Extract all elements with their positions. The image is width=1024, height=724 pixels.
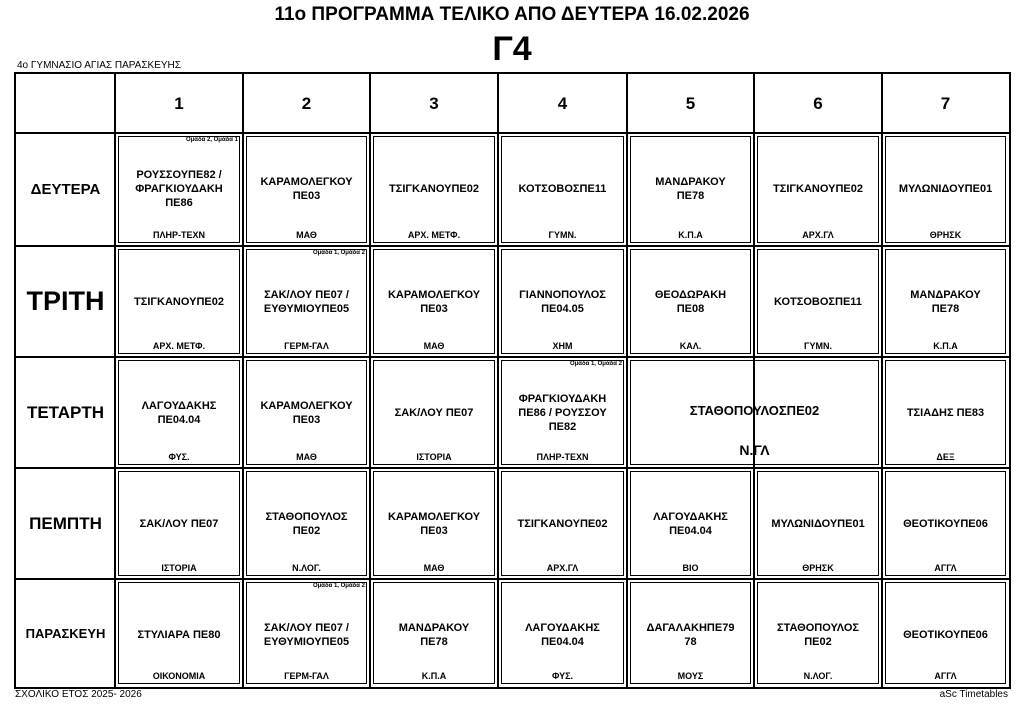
teacher-name: ΣΤΥΛΙΑΡΑ ΠΕ80	[137, 629, 221, 641]
class-name: Γ4	[492, 30, 532, 68]
period-number: 5	[685, 93, 696, 113]
subject-name: ΙΣΤΟΡΙΑ	[161, 563, 197, 573]
lesson-cell[interactable]	[754, 246, 882, 357]
subject-name: ΙΣΤΟΡΙΑ	[416, 452, 452, 462]
lesson-cell[interactable]	[882, 357, 1009, 468]
lesson-cell[interactable]	[243, 133, 370, 246]
teacher-name: ΜΥΛΩΝΙΔΟΥΠΕ01	[898, 183, 993, 195]
subject-name: ΓΕΡΜ-ΓΑΛ	[284, 671, 329, 681]
subject-name: ΜΑΘ	[423, 563, 445, 573]
subject-name: ΑΡΧ.ΓΛ	[546, 563, 579, 573]
subject-name: Κ.Π.Α	[421, 671, 447, 681]
lesson-cell[interactable]	[370, 579, 498, 687]
teacher-name: ΤΣΙΓΚΑΝΟΥΠΕ02	[389, 183, 479, 195]
grid-column-line	[497, 74, 499, 687]
grid-column-line	[114, 74, 116, 687]
teacher-name: ΘΕΟΤΙΚΟΥΠΕ06	[903, 518, 988, 530]
teacher-name: ΤΣΙΓΚΑΝΟΥΠΕ02	[773, 183, 863, 195]
subject-name: ΦΥΣ.	[551, 671, 574, 681]
teacher-name: ΔΑΓΑΛΑΚΗΠΕ79 78	[646, 622, 735, 648]
grid-row-line	[16, 245, 1009, 247]
teacher-name: ΣΤΑΘΟΠΟΥΛΟΣΠΕ02	[689, 403, 820, 418]
lesson-cell[interactable]	[627, 579, 754, 687]
subject-name: ΘΡΗΣΚ	[929, 230, 962, 240]
teacher-name: ΚΑΡΑΜΟΛΕΓΚΟΥ ΠΕ03	[387, 511, 481, 537]
teacher-name: ΓΙΑΝΝΟΠΟΥΛΟΣ ΠΕ04.05	[519, 289, 606, 315]
group-label: Ομάδα 1, Ομάδα 2	[312, 583, 365, 589]
day-label: ΠΑΡΑΣΚΕΥΗ	[25, 625, 106, 641]
period-number: 1	[174, 93, 184, 113]
day-label: ΠΕΜΠΤΗ	[29, 513, 102, 533]
lesson-cell[interactable]	[882, 579, 1009, 687]
period-number: 6	[813, 93, 823, 113]
teacher-name: ΤΣΙΓΚΑΝΟΥΠΕ02	[517, 518, 608, 530]
lesson-cell[interactable]	[882, 468, 1009, 579]
teacher-name: ΚΟΤΣΟΒΟΣΠΕ11	[774, 296, 862, 308]
lesson-cell[interactable]	[115, 357, 243, 468]
subject-name: ΜΑΘ	[423, 341, 445, 351]
subject-name: ΑΓΓΛ	[934, 671, 957, 681]
lesson-cell[interactable]	[627, 246, 754, 357]
teacher-name: ΤΣΙΑΔΗΣ ΠΕ83	[906, 407, 985, 419]
lesson-cell[interactable]	[754, 579, 882, 687]
subject-name: ΒΙΟ	[682, 563, 699, 573]
grid-column-line	[626, 74, 628, 687]
subject-name: ΜΑΘ	[296, 452, 317, 462]
lesson-cell[interactable]	[627, 133, 754, 246]
subject-name: ΧΗΜ	[552, 341, 573, 351]
subject-name: Ν.ΛΟΓ.	[292, 563, 321, 573]
group-label: Ομάδα 2, Ομάδα 1	[185, 137, 238, 143]
teacher-name: ΜΑΝΔΡΑΚΟΥ ΠΕ78	[398, 622, 470, 648]
subject-name: ΓΕΡΜ-ΓΑΛ	[284, 341, 329, 351]
teacher-name: ΣΤΑΘΟΠΟΥΛΟΣ ΠΕ02	[777, 622, 859, 648]
day-header	[16, 468, 115, 579]
subject-name: Ν.ΓΛ	[739, 442, 770, 458]
school-name: 4ο ΓΥΜΝΑΣΙΟ ΑΓΙΑΣ ΠΑΡΑΣΚΕΥΗΣ	[17, 60, 181, 71]
lesson-cell[interactable]	[370, 133, 498, 246]
grid-column-line	[242, 74, 244, 687]
day-header	[16, 357, 115, 468]
lesson-cell[interactable]	[498, 357, 627, 468]
period-header	[882, 74, 1009, 133]
teacher-name: ΦΡΑΓΚΙΟΥΔΑΚΗ ΠΕ86 / ΡΟΥΣΣΟΥ ΠΕ82	[518, 393, 607, 433]
corner-cell	[16, 74, 115, 133]
grid-row-line	[16, 132, 1009, 134]
lesson-cell[interactable]	[498, 468, 627, 579]
subject-name: ΑΡΧ. ΜΕΤΦ.	[407, 230, 461, 240]
period-number: 3	[429, 93, 439, 113]
teacher-name: ΣΤΑΘΟΠΟΥΛΟΣ ΠΕ02	[265, 511, 348, 537]
teacher-name: ΚΑΡΑΜΟΛΕΓΚΟΥ ΠΕ03	[260, 400, 353, 426]
subject-name: ΠΛΗΡ-ΤΕΧΝ	[536, 452, 589, 462]
lesson-cell[interactable]	[627, 468, 754, 579]
lesson-cell[interactable]	[370, 357, 498, 468]
teacher-name: ΣΑΚ/ΛΟΥ ΠΕ07 / ΕΥΘΥΜΙΟΥΠΕ05	[263, 289, 350, 315]
subject-name: ΘΡΗΣΚ	[802, 563, 834, 573]
teacher-name: ΣΑΚ/ΛΟΥ ΠΕ07	[394, 407, 474, 419]
lesson-cell[interactable]	[882, 246, 1009, 357]
teacher-name: ΚΟΤΣΟΒΟΣΠΕ11	[518, 183, 607, 195]
day-label: ΤΡΙΤΗ	[26, 286, 105, 316]
subject-name: ΓΥΜΝ.	[548, 230, 577, 240]
teacher-name: ΣΑΚ/ΛΟΥ ΠΕ07	[139, 518, 219, 530]
grid-row-line	[16, 356, 1009, 358]
teacher-name: ΜΥΛΩΝΙΔΟΥΠΕ01	[771, 518, 865, 530]
lesson-cell[interactable]	[243, 468, 370, 579]
grid-row-line	[16, 578, 1009, 580]
teacher-name: ΤΣΙΓΚΑΝΟΥΠΕ02	[134, 296, 224, 308]
subject-name: ΠΛΗΡ-ΤΕΧΝ	[152, 230, 205, 240]
school-year: ΣΧΟΛΙΚΟ ΕΤΟΣ 2025- 2026	[15, 689, 142, 700]
grid-row-line	[16, 467, 1009, 469]
period-number: 2	[301, 93, 312, 113]
lesson-cell[interactable]	[498, 133, 627, 246]
lesson-cell[interactable]	[754, 468, 882, 579]
teacher-name: ΛΑΓΟΥΔΑΚΗΣ ΠΕ04.04	[653, 511, 728, 537]
teacher-name: ΛΑΓΟΥΔΑΚΗΣ ΠΕ04.04	[141, 400, 217, 426]
subject-name: ΔΕΞ	[936, 452, 955, 462]
grid-column-line	[881, 74, 883, 687]
day-label: ΔΕΥΤΕΡΑ	[30, 181, 101, 198]
day-header	[16, 133, 115, 246]
timetable-title: 11ο ΠΡΟΓΡΑΜΜΑ ΤΕΛΙΚΟ ΑΠΟ ΔΕΥΤΕΡΑ 16.02.2026	[274, 4, 750, 25]
day-header	[16, 246, 115, 357]
group-label: Ομάδα 1, Ομάδα 2	[569, 361, 622, 367]
period-header	[115, 74, 243, 133]
subject-name: ΓΥΜΝ.	[804, 341, 832, 351]
lesson-cell[interactable]	[370, 246, 498, 357]
lesson-cell[interactable]	[243, 246, 370, 357]
teacher-name: ΡΟΥΣΣΟΥΠΕ82 / ΦΡΑΓΚΙΟΥΔΑΚΗ ΠΕ86	[135, 169, 223, 209]
subject-name: Ν.ΛΟΓ.	[803, 671, 833, 681]
lesson-cell[interactable]	[754, 133, 882, 246]
subject-name: ΜΟΥΣ	[677, 671, 704, 681]
lesson-cell[interactable]	[370, 468, 498, 579]
lesson-cell[interactable]	[115, 579, 243, 687]
lesson-cell[interactable]	[243, 357, 370, 468]
lesson-cell[interactable]	[498, 246, 627, 357]
subject-name: ΜΑΘ	[296, 230, 317, 240]
subject-name: ΑΡΧ.ΓΛ	[802, 230, 834, 240]
period-number: 4	[557, 93, 568, 113]
lesson-cell[interactable]	[882, 133, 1009, 246]
subject-name: ΑΓΓΛ	[934, 563, 957, 573]
period-header	[754, 74, 882, 133]
teacher-name: ΜΑΝΔΡΑΚΟΥ ΠΕ78	[910, 289, 981, 315]
group-label: Ομάδα 1, Ομάδα 2	[312, 250, 365, 256]
software-credit: aSc Timetables	[939, 689, 1008, 700]
subject-name: ΑΡΧ. ΜΕΤΦ.	[152, 341, 206, 351]
subject-name: Κ.Π.Α	[678, 230, 703, 240]
period-header	[627, 74, 754, 133]
timetable-grid	[14, 72, 1011, 689]
teacher-name: ΣΑΚ/ΛΟΥ ΠΕ07 / ΕΥΘΥΜΙΟΥΠΕ05	[263, 622, 350, 648]
subject-name: ΟΙΚΟΝΟΜΙΑ	[152, 671, 206, 681]
subject-name: ΦΥΣ.	[168, 452, 190, 462]
lesson-cell[interactable]	[498, 579, 627, 687]
subject-name: ΚΑΛ.	[679, 341, 702, 351]
period-header	[498, 74, 627, 133]
teacher-name: ΚΑΡΑΜΟΛΕΓΚΟΥ ΠΕ03	[260, 176, 353, 202]
grid-column-line	[369, 74, 371, 687]
teacher-name: ΘΕΟΤΙΚΟΥΠΕ06	[903, 629, 988, 641]
lesson-cell[interactable]	[243, 579, 370, 687]
period-header	[370, 74, 498, 133]
lesson-cell[interactable]	[115, 468, 243, 579]
grid-column-line	[753, 74, 755, 687]
day-label: ΤΕΤΑΡΤΗ	[26, 402, 105, 422]
period-header	[243, 74, 370, 133]
period-number: 7	[940, 93, 951, 113]
teacher-name: ΚΑΡΑΜΟΛΕΓΚΟΥ ΠΕ03	[387, 289, 481, 315]
teacher-name: ΛΑΓΟΥΔΑΚΗΣ ΠΕ04.04	[525, 622, 600, 648]
lesson-cell[interactable]	[115, 133, 243, 246]
day-header	[16, 579, 115, 687]
teacher-name: ΜΑΝΔΡΑΚΟΥ ΠΕ78	[655, 176, 726, 202]
teacher-name: ΘΕΟΔΩΡΑΚΗ ΠΕ08	[654, 289, 727, 315]
subject-name: Κ.Π.Α	[933, 341, 958, 351]
lesson-cell[interactable]	[115, 246, 243, 357]
